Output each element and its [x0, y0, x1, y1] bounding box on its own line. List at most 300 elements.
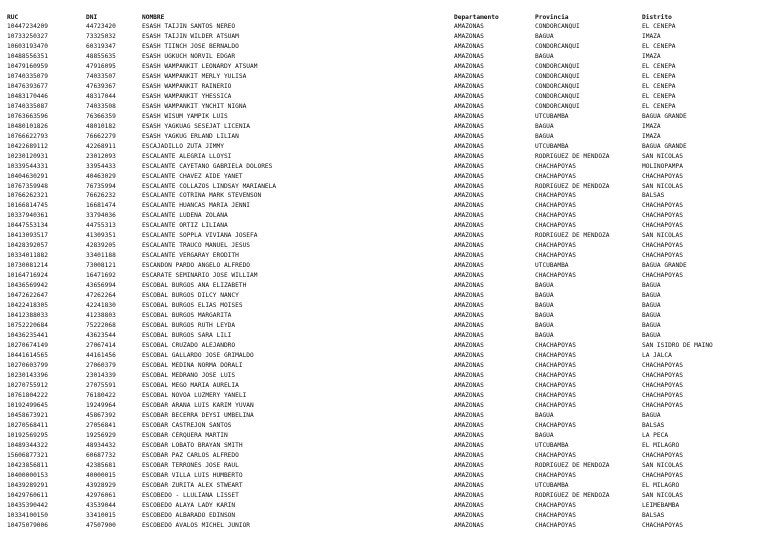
cell-provincia: CONDORCANQUI [535, 42, 580, 50]
cell-distrito: BALSAS [642, 192, 665, 200]
table-row [0, 332, 768, 340]
cell-distrito: CHACHAPOYAS [642, 471, 683, 479]
cell-departamento: AMAZONAS [454, 162, 484, 170]
header-dni: DNI [86, 14, 98, 21]
cell-dni: 33954433 [86, 162, 116, 170]
cell-provincia: BAGUA [535, 32, 554, 40]
cell-dni: 76180422 [86, 391, 116, 399]
cell-distrito: SAN NICOLAS [642, 232, 683, 240]
cell-provincia: CHACHAPOYAS [535, 361, 576, 369]
cell-provincia: CONDORCANQUI [535, 72, 580, 80]
cell-ruc: 10730081214 [7, 262, 48, 270]
cell-ruc: 10337940361 [7, 212, 48, 220]
cell-nombre: ESCALANTE LUDEÑA ZOLANA [142, 212, 228, 220]
table-row [0, 452, 768, 460]
cell-ruc: 10429760611 [7, 491, 48, 499]
table-row [0, 222, 768, 230]
cell-provincia: BAGUA [535, 431, 554, 439]
cell-distrito: BAGUA [642, 302, 661, 310]
cell-ruc: 15606877321 [7, 451, 48, 459]
cell-distrito: BAGUA [642, 282, 661, 290]
cell-departamento: AMAZONAS [454, 102, 484, 110]
cell-provincia: CHACHAPOYAS [535, 511, 576, 519]
cell-departamento: AMAZONAS [454, 252, 484, 260]
table-row [0, 202, 768, 210]
cell-dni: 47639367 [86, 82, 116, 90]
table-row [0, 402, 768, 410]
cell-dni: 45867392 [86, 411, 116, 419]
cell-nombre: ESCOBAR TERRONES JOSE RAUL [142, 461, 239, 469]
table-row [0, 392, 768, 400]
cell-dni: 27060379 [86, 361, 116, 369]
cell-departamento: AMAZONAS [454, 431, 484, 439]
table-row [0, 322, 768, 330]
cell-provincia: CHACHAPOYAS [535, 371, 576, 379]
cell-provincia: CONDORCANQUI [535, 82, 580, 90]
cell-provincia: BAGUA [535, 132, 554, 140]
cell-distrito: CHACHAPOYAS [642, 252, 683, 260]
cell-distrito: CHACHAPOYAS [642, 222, 683, 230]
cell-nombre: ESCALANTE COTRINA MARK STEVENSON [142, 192, 262, 200]
cell-provincia: UTCUBAMBA [535, 142, 569, 150]
cell-provincia: CHACHAPOYAS [535, 401, 576, 409]
cell-distrito: CHACHAPOYAS [642, 242, 683, 250]
table-row [0, 113, 768, 121]
cell-dni: 47916095 [86, 62, 116, 70]
cell-dni: 42241830 [86, 302, 116, 310]
cell-dni: 23014339 [86, 371, 116, 379]
cell-departamento: AMAZONAS [454, 212, 484, 220]
cell-distrito: BAGUA [642, 332, 661, 340]
cell-departamento: AMAZONAS [454, 42, 484, 50]
cell-ruc: 10447553134 [7, 222, 48, 230]
table-row [0, 472, 768, 480]
cell-departamento: AMAZONAS [454, 272, 484, 280]
table-row [0, 242, 768, 250]
cell-distrito: MOLINOPAMPA [642, 162, 683, 170]
cell-distrito: CHACHAPOYAS [642, 401, 683, 409]
cell-dni: 43928929 [86, 481, 116, 489]
cell-provincia: CHACHAPOYAS [535, 162, 576, 170]
cell-ruc: 10270603799 [7, 361, 48, 369]
cell-provincia: CHACHAPOYAS [535, 421, 576, 429]
cell-provincia: UTCUBAMBA [535, 481, 569, 489]
cell-dni: 44161456 [86, 352, 116, 359]
cell-dni: 76626232 [86, 192, 116, 200]
cell-nombre: ESCOBAL GALLARDO JOSE GRIMALDO [142, 352, 254, 359]
cell-ruc: 10476393677 [7, 82, 48, 90]
cell-dni: 47507900 [86, 521, 116, 529]
cell-dni: 44723420 [86, 23, 116, 30]
cell-nombre: ESASH UGKUCH NORVIL EDGAR [142, 52, 236, 60]
cell-nombre: ESCALANTE SOPPLA VIVIANA JOSEFA [142, 232, 258, 240]
cell-departamento: AMAZONAS [454, 92, 484, 100]
cell-distrito: SAN NICOLAS [642, 152, 683, 160]
cell-dni: 48934432 [86, 441, 116, 449]
table-row [0, 382, 768, 390]
cell-nombre: ESCOBAL CRUZADO ALEJANDRO [142, 342, 236, 350]
cell-provincia: CHACHAPOYAS [535, 391, 576, 399]
table-row [0, 103, 768, 111]
table-row [0, 292, 768, 300]
cell-nombre: ESCALANTE CHAVEZ AIDE YANET [142, 172, 243, 180]
cell-ruc: 10192499645 [7, 401, 48, 409]
header-departamento: Departamento [454, 14, 499, 21]
cell-departamento: AMAZONAS [454, 322, 484, 330]
cell-departamento: AMAZONAS [454, 361, 484, 369]
cell-ruc: 10488556351 [7, 52, 48, 60]
cell-ruc: 10480101826 [7, 122, 48, 130]
cell-distrito: CHACHAPOYAS [642, 371, 683, 379]
cell-provincia: CHACHAPOYAS [535, 222, 576, 230]
cell-nombre: ESCOBEDO ALBARADO EDINSON [142, 511, 236, 519]
cell-provincia: CHACHAPOYAS [535, 212, 576, 220]
cell-ruc: 10436235441 [7, 332, 48, 340]
table-row [0, 23, 768, 31]
cell-distrito: SAN NICOLAS [642, 461, 683, 469]
table-row [0, 173, 768, 181]
cell-nombre: ESCOBAL MEDINA NORMA DORALI [142, 361, 243, 369]
cell-distrito: LEIMEBAMBA [642, 501, 680, 509]
cell-distrito: BALSAS [642, 421, 665, 429]
cell-dni: 42976061 [86, 491, 116, 499]
cell-nombre: ESCAJADILLO ZUTA JIMMY [142, 142, 224, 150]
cell-dni: 33410015 [86, 511, 116, 519]
table-row [0, 252, 768, 260]
cell-dni: 43539044 [86, 501, 116, 509]
cell-nombre: ESASH WAMPANKIT LEONARDY ATSUAM [142, 62, 258, 70]
cell-nombre: ESCOBEDO AVALOS MICHEL JUNIOR [142, 521, 251, 529]
cell-ruc: 10339544331 [7, 162, 48, 170]
cell-dni: 27056841 [86, 421, 116, 429]
cell-nombre: ESASH YAGKUG ERLAND LILIAN [142, 132, 239, 140]
cell-distrito: EL CENEPA [642, 92, 676, 100]
cell-nombre: ESCALANTE TRAUCO MANUEL JESUS [142, 242, 251, 250]
table-row [0, 512, 768, 520]
cell-ruc: 10752220684 [7, 322, 48, 330]
cell-dni: 41238803 [86, 312, 116, 320]
cell-distrito: BAGUA [642, 322, 661, 330]
cell-distrito: LA PECA [642, 431, 669, 439]
cell-departamento: AMAZONAS [454, 62, 484, 70]
cell-distrito: BAGUA GRANDE [642, 262, 687, 270]
cell-provincia: CONDORCANQUI [535, 92, 580, 100]
cell-ruc: 10761804222 [7, 391, 48, 399]
cell-ruc: 10270568411 [7, 421, 48, 429]
cell-distrito: CHACHAPOYAS [642, 361, 683, 369]
cell-nombre: ESCANDON PARDO ANGELO ALFREDO [142, 262, 251, 270]
cell-nombre: ESCOBAR BECERRA DEYSI UMBELINA [142, 411, 254, 419]
cell-nombre: ESCOBAL MEGO MARIA AURELIA [142, 381, 239, 389]
cell-dni: 41309351 [86, 232, 116, 240]
cell-departamento: AMAZONAS [454, 202, 484, 210]
cell-dni: 16471692 [86, 272, 116, 280]
cell-provincia: CHACHAPOYAS [535, 352, 576, 359]
cell-distrito: EL CENEPA [642, 82, 676, 90]
table-row [0, 163, 768, 171]
cell-departamento: AMAZONAS [454, 242, 484, 250]
cell-departamento: AMAZONAS [454, 112, 484, 120]
cell-distrito: CHACHAPOYAS [642, 391, 683, 399]
cell-distrito: IMAZA [642, 32, 661, 40]
cell-distrito: IMAZA [642, 122, 661, 130]
table-row [0, 482, 768, 490]
cell-ruc: 10767359948 [7, 182, 48, 190]
cell-dni: 74033508 [86, 102, 116, 110]
cell-provincia: CHACHAPOYAS [535, 451, 576, 459]
table-row [0, 282, 768, 290]
cell-departamento: AMAZONAS [454, 501, 484, 509]
cell-departamento: AMAZONAS [454, 132, 484, 140]
table-row [0, 422, 768, 430]
cell-nombre: ESCOBAR CASTREJON SANTOS [142, 421, 232, 429]
table-row [0, 412, 768, 420]
cell-distrito: BAGUA [642, 312, 661, 320]
cell-departamento: AMAZONAS [454, 391, 484, 399]
cell-ruc: 10404630291 [7, 172, 48, 180]
cell-provincia: CHACHAPOYAS [535, 342, 576, 350]
cell-provincia: UTCUBAMBA [535, 441, 569, 449]
cell-departamento: AMAZONAS [454, 461, 484, 469]
cell-departamento: AMAZONAS [454, 52, 484, 60]
cell-provincia: CHACHAPOYAS [535, 501, 576, 509]
table-row [0, 502, 768, 510]
cell-nombre: ESASH WAMPANKIT YNCHIT NIGNA [142, 102, 247, 110]
cell-distrito: EL CENEPA [642, 72, 676, 80]
cell-nombre: ESCALANTE VERGARAY ERODITH [142, 252, 239, 260]
cell-dni: 40000015 [86, 471, 116, 479]
cell-nombre: ESCALANTE ORTIZ LILIANA [142, 222, 228, 230]
cell-departamento: AMAZONAS [454, 302, 484, 310]
cell-distrito: BAGUA [642, 411, 661, 419]
table-row [0, 432, 768, 440]
cell-nombre: ESASH WAMPANKIT MERLY YULISA [142, 72, 247, 80]
cell-dni: 27067414 [86, 342, 116, 350]
table-row [0, 192, 768, 200]
cell-provincia: RODRIGUEZ DE MENDOZA [535, 152, 610, 160]
cell-distrito: EL MILAGRO [642, 441, 680, 449]
cell-distrito: SAN ISIDRO DE MAINO [642, 342, 713, 350]
cell-distrito: SAN NICOLAS [642, 491, 683, 499]
table-row [0, 372, 768, 380]
cell-distrito: CHACHAPOYAS [642, 272, 683, 280]
cell-ruc: 10441614565 [7, 352, 48, 359]
cell-departamento: AMAZONAS [454, 451, 484, 459]
cell-provincia: CHACHAPOYAS [535, 202, 576, 210]
cell-ruc: 10422418305 [7, 302, 48, 310]
cell-provincia: CHACHAPOYAS [535, 172, 576, 180]
cell-dni: 75222068 [86, 322, 116, 330]
cell-departamento: AMAZONAS [454, 172, 484, 180]
cell-departamento: AMAZONAS [454, 122, 484, 130]
cell-ruc: 10270755912 [7, 381, 48, 389]
cell-provincia: CHACHAPOYAS [535, 381, 576, 389]
cell-ruc: 10413093517 [7, 232, 48, 240]
cell-distrito: EL CENEPA [642, 42, 676, 50]
cell-nombre: ESASH TAIJIN SANTOS NEREO [142, 23, 236, 30]
cell-provincia: CHACHAPOYAS [535, 471, 576, 479]
cell-departamento: AMAZONAS [454, 222, 484, 230]
cell-provincia: CHACHAPOYAS [535, 252, 576, 260]
cell-departamento: AMAZONAS [454, 152, 484, 160]
cell-nombre: ESASH YAGKUAG SESEJAT LICENIA [142, 122, 251, 130]
cell-provincia: BAGUA [535, 52, 554, 60]
cell-distrito: LA JALCA [642, 352, 672, 359]
cell-departamento: AMAZONAS [454, 142, 484, 150]
cell-departamento: AMAZONAS [454, 342, 484, 350]
table-row [0, 492, 768, 500]
table-row [0, 73, 768, 81]
cell-nombre: ESCOBAR LOBATO BRAYAN SMITH [142, 441, 243, 449]
cell-dni: 42385681 [86, 461, 116, 469]
cell-distrito: CHACHAPOYAS [642, 521, 683, 529]
cell-dni: 60319347 [86, 42, 116, 50]
cell-distrito: IMAZA [642, 132, 661, 140]
cell-departamento: AMAZONAS [454, 511, 484, 519]
cell-provincia: CHACHAPOYAS [535, 242, 576, 250]
cell-dni: 73325032 [86, 32, 116, 40]
table-row [0, 83, 768, 91]
cell-distrito: EL CENEPA [642, 23, 676, 30]
cell-departamento: AMAZONAS [454, 352, 484, 359]
cell-nombre: ESCALANTE COLLAZOS LINDSAY MARIANELA [142, 182, 277, 190]
table-row [0, 53, 768, 61]
cell-ruc: 10766262321 [7, 192, 48, 200]
cell-ruc: 10422689112 [7, 142, 48, 150]
table-row [0, 312, 768, 320]
cell-ruc: 10412388033 [7, 312, 48, 320]
table-row [0, 143, 768, 151]
cell-ruc: 10439289291 [7, 481, 48, 489]
cell-nombre: ESCOBAL BURGOS MARGARITA [142, 312, 232, 320]
cell-ruc: 10192569295 [7, 431, 48, 439]
cell-ruc: 10334011882 [7, 252, 48, 260]
table-row [0, 123, 768, 131]
cell-provincia: CONDORCANQUI [535, 102, 580, 110]
table-row [0, 362, 768, 370]
cell-distrito: BALSAS [642, 511, 665, 519]
cell-distrito: CHACHAPOYAS [642, 451, 683, 459]
cell-departamento: AMAZONAS [454, 521, 484, 529]
cell-nombre: ESCALANTE ALEGRIA LLOYSI [142, 152, 232, 160]
cell-nombre: ESASH TIINCH JOSE BERNALDO [142, 42, 239, 50]
cell-nombre: ESCOBAL MEDRANO JOSE LUIS [142, 371, 236, 379]
cell-provincia: CHACHAPOYAS [535, 521, 576, 529]
cell-dni: 74033507 [86, 72, 116, 80]
cell-nombre: ESCARATE SEMINARIO JOSE WILLIAM [142, 272, 258, 280]
header-distrito: Distrito [642, 14, 672, 21]
cell-nombre: ESCOBAL BURGOS ELIAS MOISES [142, 302, 243, 310]
cell-departamento: AMAZONAS [454, 23, 484, 30]
table-row [0, 183, 768, 191]
cell-departamento: AMAZONAS [454, 292, 484, 300]
table-row [0, 63, 768, 71]
cell-departamento: AMAZONAS [454, 72, 484, 80]
cell-distrito: BAGUA GRANDE [642, 142, 687, 150]
cell-ruc: 10489344322 [7, 441, 48, 449]
cell-distrito: CHACHAPOYAS [642, 381, 683, 389]
table-row [0, 522, 768, 530]
cell-ruc: 10164716924 [7, 272, 48, 280]
cell-dni: 33401188 [86, 252, 116, 260]
cell-provincia: UTCUBAMBA [535, 112, 569, 120]
cell-nombre: ESCOBAL NOVOA LUZMERY YANELI [142, 391, 247, 399]
cell-departamento: AMAZONAS [454, 232, 484, 240]
cell-provincia: BAGUA [535, 302, 554, 310]
cell-dni: 23012093 [86, 152, 116, 160]
cell-nombre: ESCOBAL BURGOS ANA ELIZABETH [142, 282, 247, 290]
cell-distrito: BAGUA [642, 292, 661, 300]
cell-distrito: CHACHAPOYAS [642, 202, 683, 210]
cell-distrito: EL CENEPA [642, 62, 676, 70]
cell-ruc: 10400000153 [7, 471, 48, 479]
cell-ruc: 10166814745 [7, 202, 48, 210]
cell-dni: 19256929 [86, 431, 116, 439]
cell-dni: 48010182 [86, 122, 116, 130]
table-row [0, 262, 768, 270]
cell-departamento: AMAZONAS [454, 182, 484, 190]
cell-nombre: ESASH WAMPANKIT RAINERIO [142, 82, 232, 90]
cell-provincia: CHACHAPOYAS [535, 272, 576, 280]
table-row [0, 33, 768, 41]
cell-ruc: 10766622793 [7, 132, 48, 140]
header-ruc: RUC [7, 14, 19, 21]
cell-ruc: 10230120931 [7, 152, 48, 160]
cell-departamento: AMAZONAS [454, 312, 484, 320]
cell-nombre: ESCOBAR PAZ CARLOS ALFREDO [142, 451, 239, 459]
cell-ruc: 10740335079 [7, 72, 48, 80]
cell-dni: 40463029 [86, 172, 116, 180]
cell-ruc: 10458673921 [7, 411, 48, 419]
cell-provincia: BAGUA [535, 122, 554, 130]
cell-distrito: CHACHAPOYAS [642, 212, 683, 220]
cell-nombre: ESCOBAL BURGOS RUTH LEYDA [142, 322, 236, 330]
cell-ruc: 10733250327 [7, 32, 48, 40]
cell-provincia: RODRIGUEZ DE MENDOZA [535, 491, 610, 499]
cell-distrito: SAN NICOLAS [642, 182, 683, 190]
cell-nombre: ESASH WISUM YAMPIK LUIS [142, 112, 228, 120]
cell-provincia: BAGUA [535, 282, 554, 290]
cell-provincia: CONDORCANQUI [535, 23, 580, 30]
cell-departamento: AMAZONAS [454, 481, 484, 489]
cell-ruc: 10740335087 [7, 102, 48, 110]
cell-ruc: 10334100150 [7, 511, 48, 519]
cell-ruc: 10479160959 [7, 62, 48, 70]
cell-departamento: AMAZONAS [454, 441, 484, 449]
cell-dni: 33794036 [86, 212, 116, 220]
cell-dni: 60687732 [86, 451, 116, 459]
cell-provincia: BAGUA [535, 332, 554, 340]
cell-ruc: 10603193470 [7, 42, 48, 50]
cell-distrito: EL MILAGRO [642, 481, 680, 489]
cell-departamento: AMAZONAS [454, 371, 484, 379]
table-row [0, 232, 768, 240]
cell-nombre: ESCOBAR VILLA LUIS HUMBERTO [142, 471, 243, 479]
cell-ruc: 10763663596 [7, 112, 48, 120]
cell-departamento: AMAZONAS [454, 411, 484, 419]
cell-departamento: AMAZONAS [454, 262, 484, 270]
table-row [0, 352, 768, 360]
cell-departamento: AMAZONAS [454, 381, 484, 389]
table-row [0, 43, 768, 51]
cell-dni: 42268911 [86, 142, 116, 150]
cell-ruc: 10475079006 [7, 521, 48, 529]
cell-departamento: AMAZONAS [454, 332, 484, 340]
cell-ruc: 10428392057 [7, 242, 48, 250]
cell-provincia: BAGUA [535, 292, 554, 300]
cell-dni: 47262264 [86, 292, 116, 300]
cell-dni: 43656994 [86, 282, 116, 290]
